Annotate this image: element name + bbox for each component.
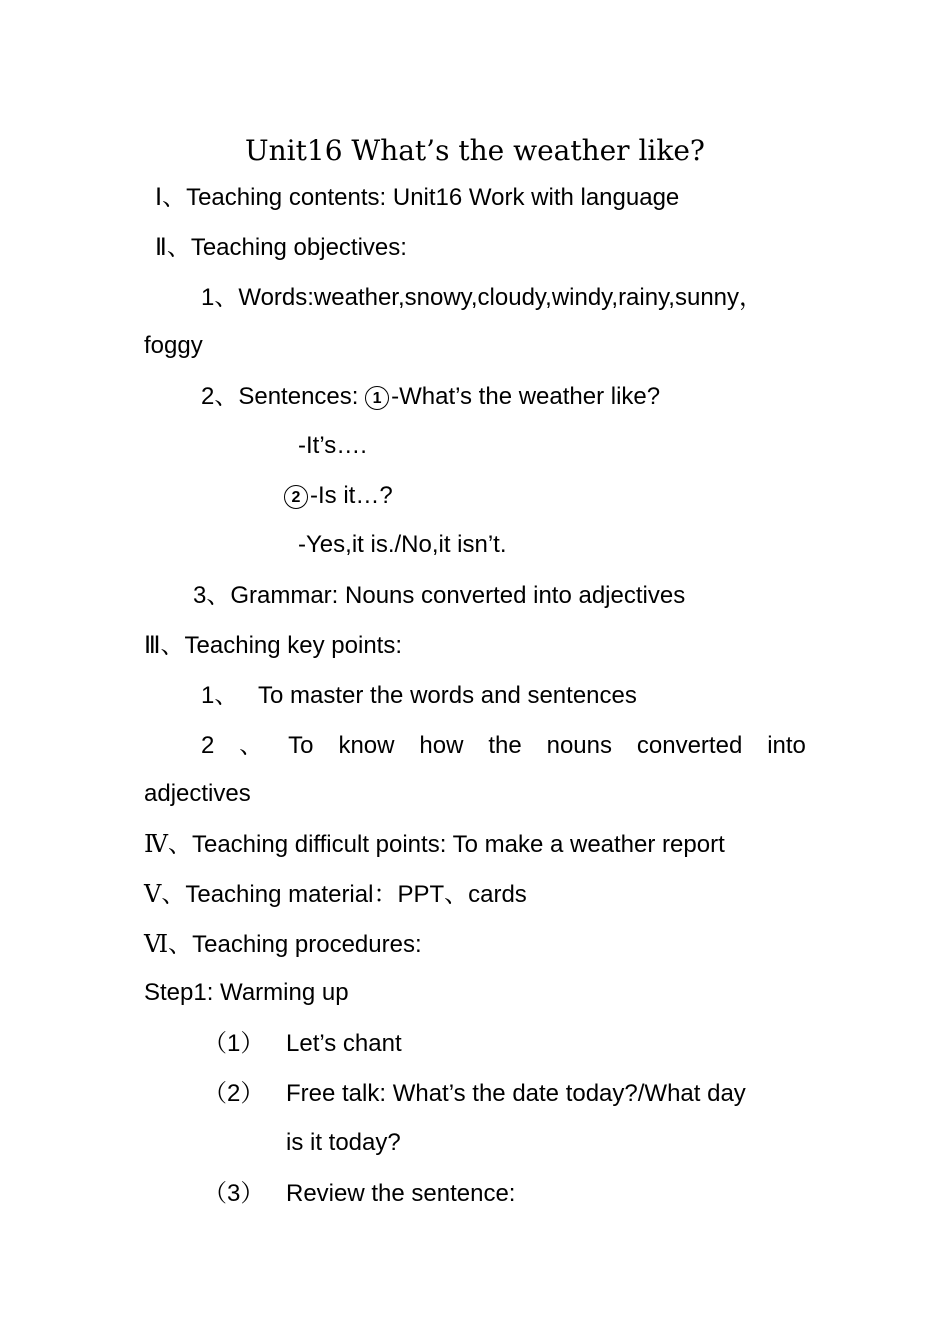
step-1-item-2-number: （2） <box>203 1080 265 1107</box>
sentence-1-question: -What’s the weather like? <box>391 383 661 410</box>
objective-words: 1、Words:weather,snowy,cloudy,windy,rainy,sunny， <box>201 284 764 311</box>
key-point-2 <box>201 731 806 761</box>
kp2-word: know <box>338 732 395 759</box>
kp2-word: the <box>488 732 522 759</box>
key-point-1-text: To master the words and sentences <box>258 682 637 709</box>
section-2-numeral: Ⅱ、 <box>155 234 191 261</box>
key-point-1-number: 1、 <box>201 682 239 709</box>
step-1-item-1-number: （1） <box>203 1030 265 1057</box>
circled-number-1: 1 <box>365 386 389 410</box>
sentence-2-question: -Is it…? <box>310 482 393 509</box>
section-4-text: Teaching difficult points: To make a weather report <box>191 831 725 858</box>
sentence-2 <box>284 481 393 511</box>
section-2-text: Teaching objectives: <box>190 234 407 261</box>
section-4-numeral: Ⅳ、 <box>144 832 192 858</box>
step-1-item-1-text: Let’s chant <box>286 1030 402 1057</box>
step-1-item-3-text: Review the sentence: <box>286 1180 516 1207</box>
step-1-item-3-number: （3） <box>203 1180 265 1207</box>
step-1-heading: Step1: Warming up <box>144 979 349 1006</box>
sentence-2-answer: -Yes,it is./No,it isn’t. <box>298 531 507 558</box>
kp2-word: To <box>288 732 314 759</box>
section-6-numeral: Ⅵ、 <box>144 932 193 958</box>
section-5-numeral: Ⅴ、 <box>144 882 186 908</box>
section-1-text: Teaching contents: Unit16 Work with language <box>186 184 680 211</box>
kp2-word: 2 <box>201 732 215 759</box>
kp2-word: converted <box>636 732 743 759</box>
page-title: Unit16 What’s the weather like? <box>245 134 705 167</box>
section-4 <box>144 830 725 860</box>
section-1-numeral: Ⅰ、 <box>155 184 187 211</box>
kp2-word: nouns <box>546 732 612 759</box>
section-5-text: Teaching material：PPT、cards <box>185 881 527 908</box>
section-6 <box>144 930 422 960</box>
section-3-text: Teaching key points: <box>184 632 403 659</box>
objective-sentences <box>201 382 660 412</box>
section-6-text: Teaching procedures: <box>192 931 422 958</box>
kp2-word: how <box>419 732 464 759</box>
step-1-item-2-text-continued: is it today? <box>286 1129 401 1156</box>
objective-sentences-label: 2、Sentences: <box>201 383 366 410</box>
sentence-1-answer: -It’s…. <box>298 432 367 459</box>
section-3 <box>144 631 402 661</box>
section-2 <box>155 233 407 263</box>
section-1 <box>155 183 679 213</box>
section-5 <box>144 880 527 910</box>
kp2-word: into <box>767 732 806 759</box>
key-point-2-continued: adjectives <box>144 780 251 807</box>
objective-grammar: 3、Grammar: Nouns converted into adjectives <box>193 582 686 609</box>
kp2-word: 、 <box>239 732 264 759</box>
circled-number-2: 2 <box>284 485 308 509</box>
objective-words-continued: foggy <box>144 332 203 359</box>
section-3-numeral: Ⅲ、 <box>144 632 185 659</box>
step-1-item-2-text: Free talk: What’s the date today?/What day <box>286 1080 746 1107</box>
